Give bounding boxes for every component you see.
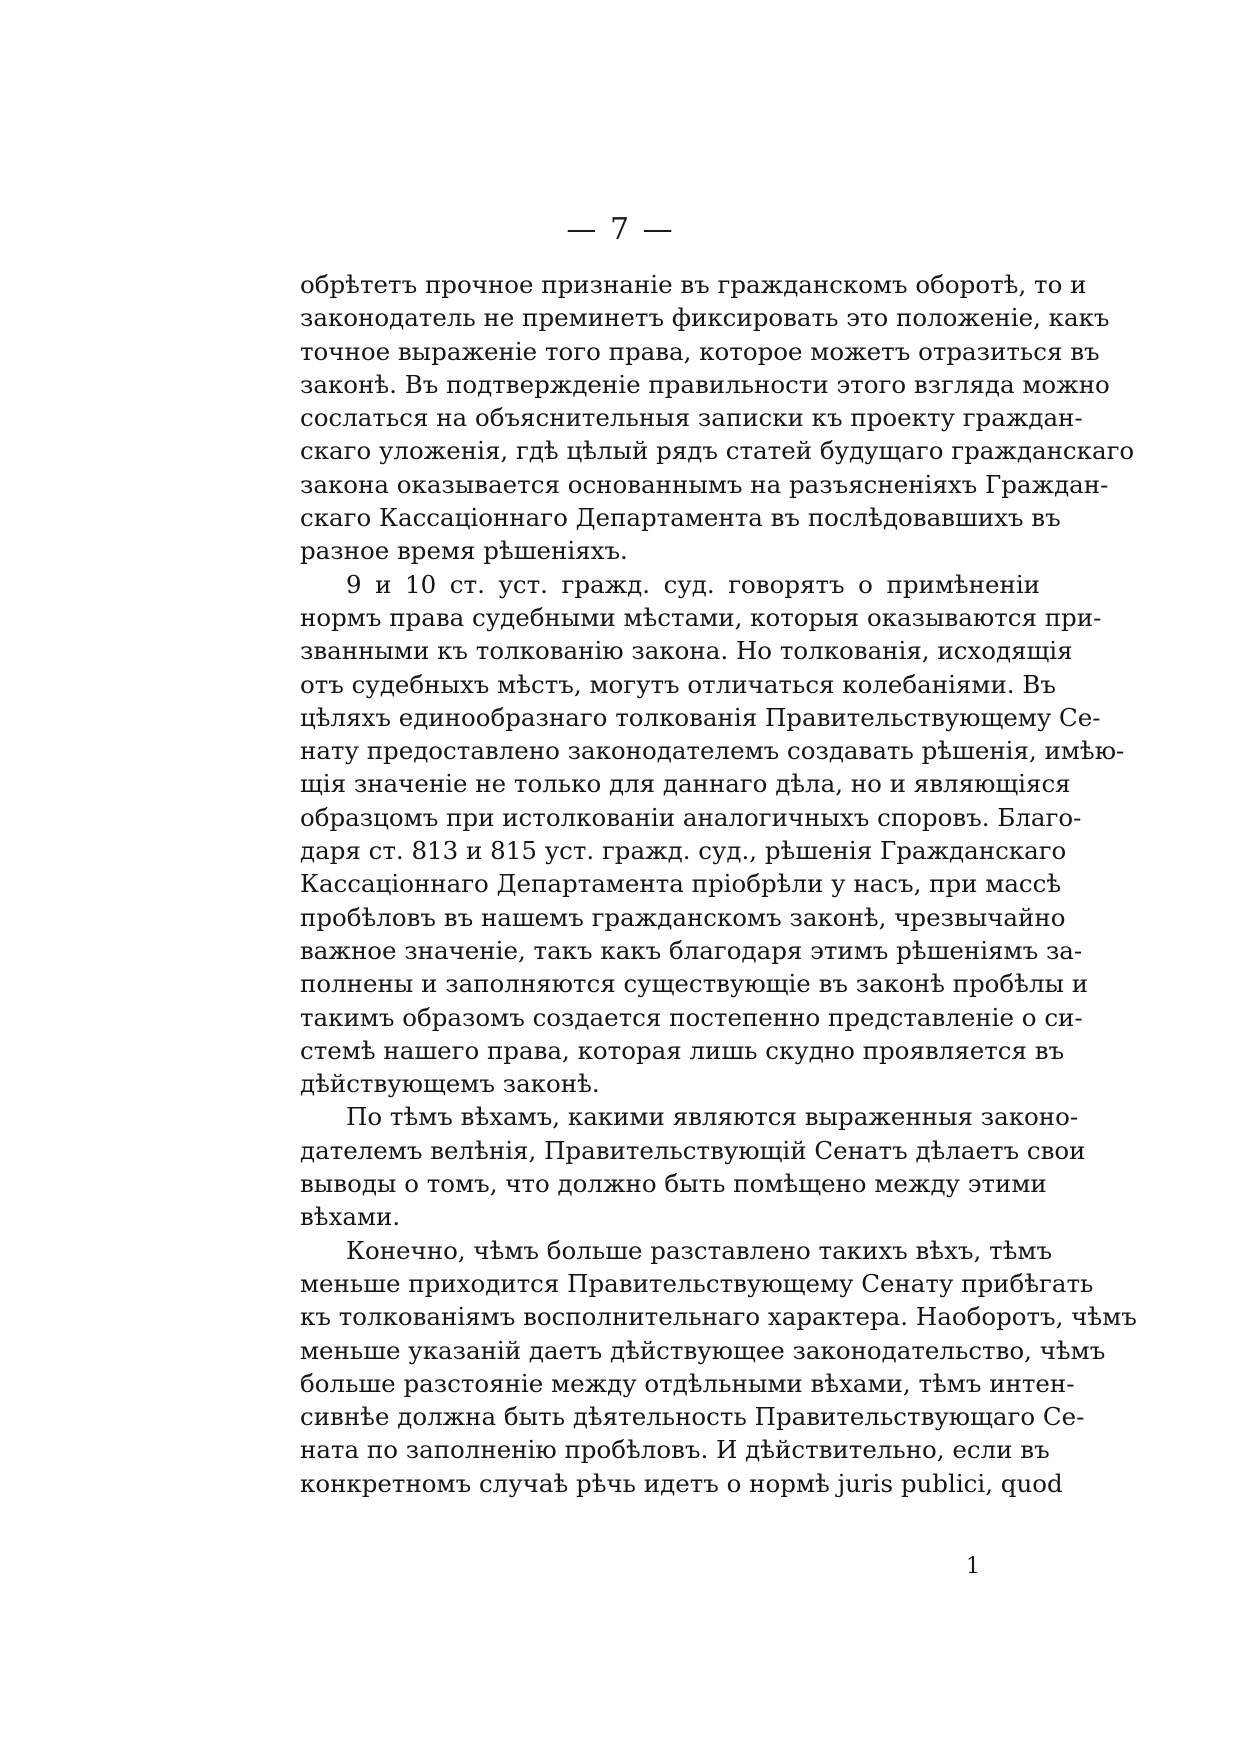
text-line: полнены и заполняются существующіе въ законѣ пробѣлы и [300,969,1089,999]
text-line: скаго уложенія, гдѣ цѣлый рядъ статей будущаго гражданскаго [300,436,1135,466]
text-line: важное значеніе, такъ какъ благодаря этимъ рѣшеніямъ за- [300,935,1083,965]
text-line: цѣляхъ единообразнаго толкованія Правительствующему Се- [300,702,1101,732]
text-line: законѣ. Въ подтвержденіе правильности этого взгляда можно [300,369,1110,399]
text-line: Конечно, чѣмъ больше разставлено такихъ вѣхъ, тѣмъ [346,1235,1053,1265]
text-line: даря ст. 813 и 815 уст. гражд. суд., рѣшенія Гражданскаго [300,836,1067,866]
text-line: законодатель не преминетъ фиксировать это положеніе, какъ [300,303,1110,333]
text-line: къ толкованіямъ восполнительнаго характера. Наоборотъ, чѣмъ [300,1302,1137,1332]
text-line: такимъ образомъ создается постепенно представленіе о си- [300,1002,1083,1032]
text-line: сослаться на объяснительныя записки къ проекту граждан- [300,403,1083,433]
text-line: выводы о томъ, что должно быть помѣщено между этими [300,1169,1047,1199]
body-text [300,268,1137,1500]
text-line: нормъ права судебными мѣстами, которыя оказываются при- [300,602,1102,632]
text-line: больше разстояніе между отдѣльными вѣхами, тѣмъ интен- [300,1368,1075,1398]
page-number: — 7 — [566,212,675,247]
text-line: дѣйствующемъ законѣ. [300,1069,600,1099]
text-line: вѣхами. [300,1202,401,1232]
text-line: разное время рѣшеніяхъ. [300,536,628,566]
text-line: скаго Кассаціоннаго Департамента въ послѣдовавшихъ въ [300,503,1061,533]
text-line: сивнѣе должна быть дѣятельность Правительствующаго Се- [300,1402,1085,1432]
text-line: отъ судебныхъ мѣстъ, могутъ отличаться колебаніями. Въ [300,669,1056,699]
text-line: Кассаціоннаго Департамента пріобрѣли у насъ, при массѣ [300,869,1062,899]
text-line: образцомъ при истолкованіи аналогичныхъ споровъ. Благо- [300,802,1082,832]
footnote-marker: 1 [966,1554,980,1579]
text-line: пробѣловъ въ нашемъ гражданскомъ законѣ, чрезвычайно [300,902,1066,932]
text-line: обрѣтетъ прочное признаніе въ гражданскомъ оборотѣ, то и [300,270,1087,299]
text-line: щія значеніе не только для даннаго дѣла, но и являющіяся [300,769,1071,799]
text-line: дателемъ велѣнія, Правительствующій Сенатъ дѣлаетъ свои [300,1135,1086,1165]
text-line: 9 и 10 ст. уст. гражд. суд. говорятъ о примѣненіи [346,569,1040,599]
text-line: конкретномъ случаѣ рѣчь идетъ о нормѣ juris publici, quod [300,1468,1063,1498]
text-line: званными къ толкованію закона. Но толкованія, исходящія [300,636,1073,666]
text-line: точное выраженіе того права, которое можетъ отразиться въ [300,336,1100,366]
text-line: нату предоставлено законодателемъ создавать рѣшенія, имѣю- [300,736,1125,766]
text-line: меньше указаній даетъ дѣйствующее законодательство, чѣмъ [300,1335,1106,1365]
text-line: По тѣмъ вѣхамъ, какими являются выраженныя законо- [346,1102,1079,1132]
text-line: стемѣ нашего права, которая лишь скудно проявляется въ [300,1035,1065,1065]
text-line: закона оказывается основаннымъ на разъясненіяхъ Граждан- [300,469,1109,499]
text-line: ната по заполненію пробѣловъ. И дѣйствительно, если въ [300,1435,1050,1465]
text-line: меньше приходится Правительствующему Сенату прибѣгать [300,1268,1094,1298]
